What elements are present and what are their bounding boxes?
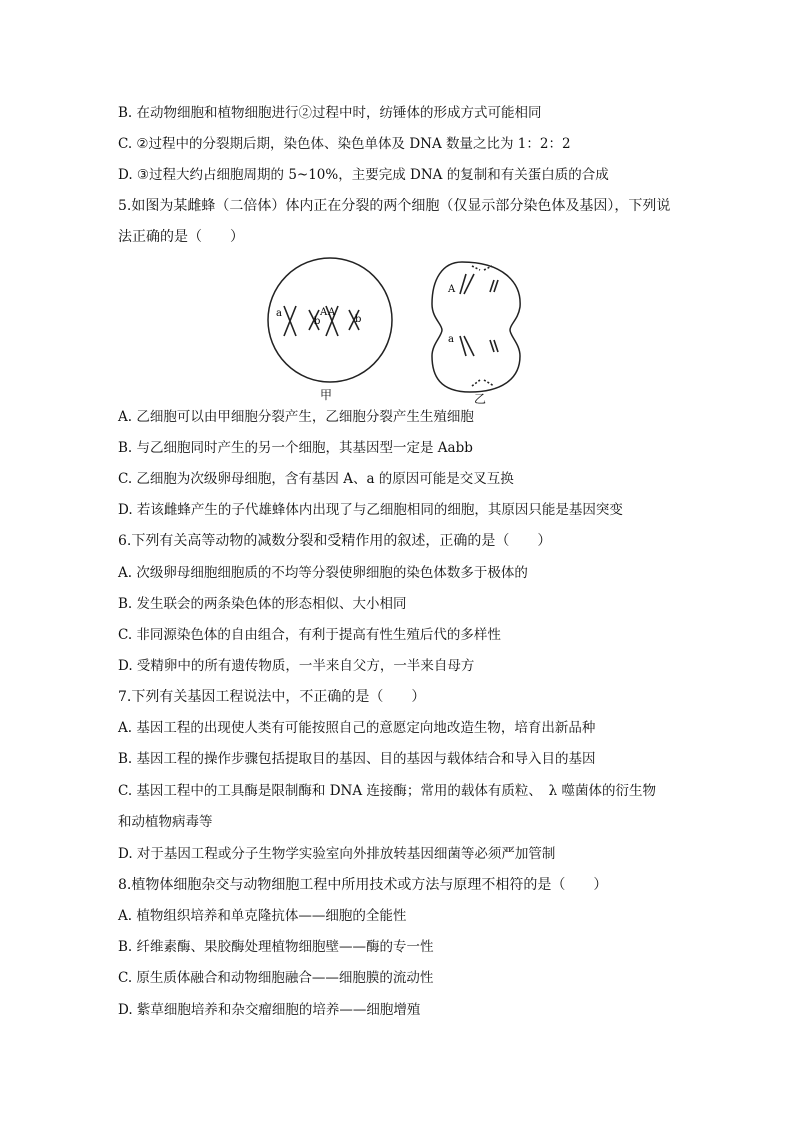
option-d-q5: D. 若该雌蜂产生的子代雄蜂体内出现了与乙细胞相同的细胞，其原因只能是基因突变 [118, 502, 623, 518]
gene-label: b [355, 314, 362, 325]
option-b-q4: B. 在动物细胞和植物细胞进行②过程中时，纺锤体的形成方式可能相同 [118, 105, 542, 121]
gene-label: A [320, 307, 328, 318]
cell-yi-chromosomes [460, 266, 498, 386]
option-b-q6: B. 发生联会的两条染色体的形态相似、大小相同 [118, 596, 407, 612]
cell-yi-outline [432, 262, 520, 392]
option-d-q6: D. 受精卵中的所有遗传物质，一半来自父方，一半来自母方 [118, 658, 475, 674]
cell-jia-outline [268, 258, 392, 382]
option-b-q7: B. 基因工程的操作步骤包括提取目的基因、目的基因与载体结合和导入目的基因 [118, 751, 596, 767]
option-a-q7: A. 基因工程的出现使人类有可能按照自己的意愿定向地改造生物，培育出新品种 [118, 720, 596, 736]
option-a-q8: A. 植物组织培养和单克隆抗体——细胞的全能性 [118, 908, 407, 924]
option-a-q6: A. 次级卵母细胞细胞质的不均等分裂使卵细胞的染色体数多于极体的 [118, 565, 528, 581]
gene-label: b [314, 316, 321, 327]
option-d-q4: D. ③过程大约占细胞周期的 5~10%，主要完成 DNA 的复制和有关蛋白质的合成 [118, 167, 609, 183]
option-a-q5: A. 乙细胞可以由甲细胞分裂产生，乙细胞分裂产生生殖细胞 [118, 409, 474, 425]
option-d-q7: D. 对于基因工程或分子生物学实验室向外排放转基因细菌等必须严加管制 [118, 846, 556, 862]
cell-yi-label: 乙 [474, 392, 487, 406]
option-b-q5: B. 与乙细胞同时产生的另一个细胞，其基因型一定是 Aabb [118, 440, 473, 456]
cell-figure-svg [262, 252, 542, 402]
gene-label: A [328, 307, 336, 318]
option-c-q8: C. 原生质体融合和动物细胞融合——细胞膜的流动性 [118, 970, 434, 986]
option-c-q4: C. ②过程中的分裂期后期，染色体、染色单体及 DNA 数量之比为 1：2：2 [118, 136, 571, 152]
question-6-stem: 6.下列有关高等动物的减数分裂和受精作用的叙述，正确的是（ ） [118, 533, 552, 549]
option-c-q6: C. 非同源染色体的自由组合，有利于提高有性生殖后代的多样性 [118, 627, 501, 643]
option-c-q7: C. 基因工程中的工具酶是限制酶和 DNA 连接酶；常用的载体有质粒、 λ 噬菌体的衍生物 [118, 783, 656, 799]
cell-jia-label: 甲 [320, 388, 333, 402]
question-8-stem: 8.植物体细胞杂交与动物细胞工程中所用技术或方法与原理不相符的是（ ） [118, 877, 608, 893]
option-b-q8: B. 纤维素酶、果胶酶处理植物细胞壁——酶的专一性 [118, 939, 434, 955]
option-c-q7-cont: 和动植物病毒等 [118, 814, 213, 830]
gene-label: A [448, 284, 456, 295]
question-7-stem: 7.下列有关基因工程说法中，不正确的是（ ） [118, 689, 426, 705]
gene-label: a [276, 308, 282, 319]
question-5-stem: 5.如图为某雌蜂（二倍体）体内正在分裂的两个细胞（仅显示部分染色体及基因），下列说 [118, 198, 671, 214]
question-5-stem-cont: 法正确的是（ ） [118, 229, 244, 245]
option-d-q8: D. 紫草细胞培养和杂交瘤细胞的培养——细胞增殖 [118, 1002, 421, 1018]
gene-label: a [448, 334, 454, 345]
cell-division-figure [262, 252, 542, 406]
option-c-q5: C. 乙细胞为次级卵母细胞，含有基因 A、a 的原因可能是交叉互换 [118, 471, 514, 487]
